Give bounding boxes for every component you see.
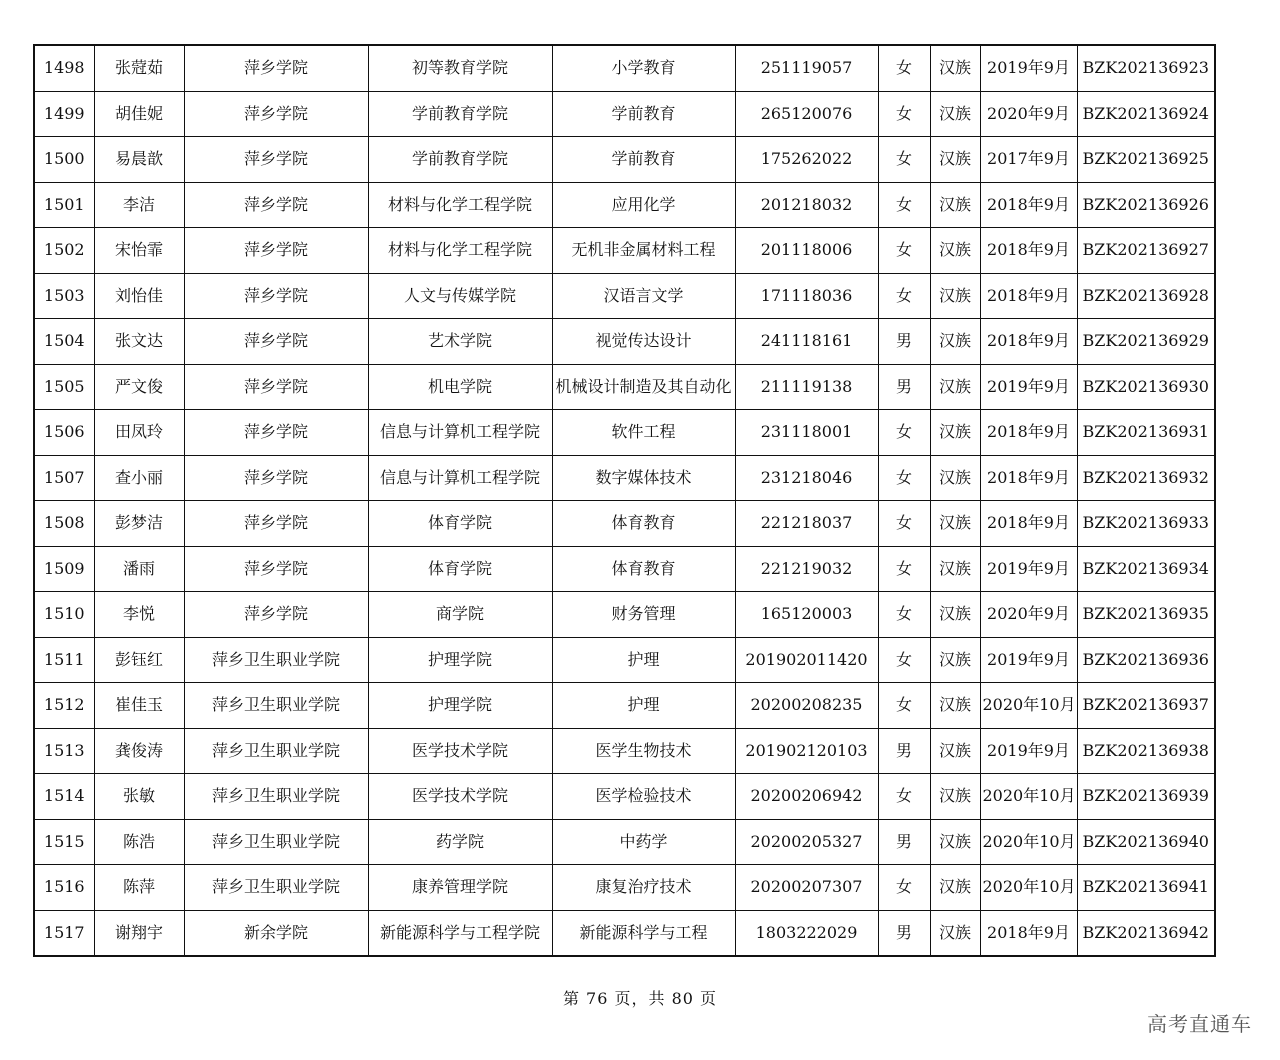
enrollment-date-cell: 2020年10月	[980, 819, 1077, 865]
seq-cell: 1499	[34, 91, 94, 137]
ethnicity-cell: 汉族	[930, 637, 980, 683]
certificate-no-cell: BZK202136923	[1077, 45, 1215, 91]
college-cell: 护理学院	[368, 683, 552, 729]
enrollment-date-cell: 2020年10月	[980, 865, 1077, 911]
table-row	[34, 819, 1215, 865]
name-cell: 宋怡霏	[94, 228, 184, 274]
enrollment-date-cell: 2019年9月	[980, 728, 1077, 774]
page-footer: 第 76 页，共 80 页	[562, 989, 718, 1008]
student-id-cell: 265120076	[735, 91, 878, 137]
seq-cell: 1502	[34, 228, 94, 274]
college-cell: 信息与计算机工程学院	[368, 455, 552, 501]
name-cell: 易晨歆	[94, 137, 184, 183]
seq-cell: 1517	[34, 910, 94, 956]
certificate-no-cell: BZK202136939	[1077, 774, 1215, 820]
gender-cell: 男	[878, 910, 930, 956]
college-cell: 体育学院	[368, 501, 552, 547]
name-cell: 陈萍	[94, 865, 184, 911]
seq-cell: 1511	[34, 637, 94, 683]
ethnicity-cell: 汉族	[930, 455, 980, 501]
ethnicity-cell: 汉族	[930, 137, 980, 183]
enrollment-date-cell: 2020年10月	[980, 774, 1077, 820]
certificate-no-cell: BZK202136924	[1077, 91, 1215, 137]
college-cell: 学前教育学院	[368, 137, 552, 183]
certificate-no-cell: BZK202136928	[1077, 273, 1215, 319]
school-cell: 萍乡学院	[184, 319, 368, 365]
major-cell: 软件工程	[552, 410, 735, 456]
student-id-cell: 171118036	[735, 273, 878, 319]
enrollment-date-cell: 2018年9月	[980, 910, 1077, 956]
certificate-no-cell: BZK202136935	[1077, 592, 1215, 638]
seq-cell: 1507	[34, 455, 94, 501]
school-cell: 萍乡学院	[184, 45, 368, 91]
college-cell: 学前教育学院	[368, 91, 552, 137]
ethnicity-cell: 汉族	[930, 728, 980, 774]
major-cell: 学前教育	[552, 137, 735, 183]
major-cell: 护理	[552, 637, 735, 683]
college-cell: 新能源科学与工程学院	[368, 910, 552, 956]
seq-cell: 1510	[34, 592, 94, 638]
ethnicity-cell: 汉族	[930, 364, 980, 410]
student-id-cell: 20200206942	[735, 774, 878, 820]
major-cell: 机械设计制造及其自动化	[552, 364, 735, 410]
college-cell: 商学院	[368, 592, 552, 638]
student-id-cell: 231218046	[735, 455, 878, 501]
ethnicity-cell: 汉族	[930, 546, 980, 592]
seq-cell: 1503	[34, 273, 94, 319]
table-row	[34, 865, 1215, 911]
gender-cell: 男	[878, 319, 930, 365]
table-row	[34, 592, 1215, 638]
roster-table	[33, 44, 1216, 957]
name-cell: 李洁	[94, 182, 184, 228]
school-cell: 萍乡卫生职业学院	[184, 637, 368, 683]
certificate-no-cell: BZK202136937	[1077, 683, 1215, 729]
seq-cell: 1509	[34, 546, 94, 592]
school-cell: 萍乡卫生职业学院	[184, 819, 368, 865]
college-cell: 信息与计算机工程学院	[368, 410, 552, 456]
major-cell: 小学教育	[552, 45, 735, 91]
seq-cell: 1505	[34, 364, 94, 410]
school-cell: 萍乡学院	[184, 364, 368, 410]
name-cell: 张敏	[94, 774, 184, 820]
certificate-no-cell: BZK202136933	[1077, 501, 1215, 547]
gender-cell: 女	[878, 683, 930, 729]
gender-cell: 女	[878, 546, 930, 592]
table-row	[34, 683, 1215, 729]
enrollment-date-cell: 2018年9月	[980, 273, 1077, 319]
ethnicity-cell: 汉族	[930, 182, 980, 228]
gender-cell: 女	[878, 182, 930, 228]
seq-cell: 1500	[34, 137, 94, 183]
table-row	[34, 319, 1215, 365]
student-id-cell: 201902120103	[735, 728, 878, 774]
enrollment-date-cell: 2020年10月	[980, 683, 1077, 729]
student-id-cell: 165120003	[735, 592, 878, 638]
student-id-cell: 175262022	[735, 137, 878, 183]
name-cell: 彭钰红	[94, 637, 184, 683]
student-id-cell: 201902011420	[735, 637, 878, 683]
table-row	[34, 273, 1215, 319]
major-cell: 护理	[552, 683, 735, 729]
certificate-no-cell: BZK202136941	[1077, 865, 1215, 911]
certificate-no-cell: BZK202136931	[1077, 410, 1215, 456]
table-row	[34, 637, 1215, 683]
seq-cell: 1514	[34, 774, 94, 820]
seq-cell: 1504	[34, 319, 94, 365]
major-cell: 医学检验技术	[552, 774, 735, 820]
major-cell: 新能源科学与工程	[552, 910, 735, 956]
enrollment-date-cell: 2020年9月	[980, 91, 1077, 137]
student-id-cell: 211119138	[735, 364, 878, 410]
ethnicity-cell: 汉族	[930, 228, 980, 274]
table-row	[34, 91, 1215, 137]
table-row	[34, 182, 1215, 228]
student-id-cell: 231118001	[735, 410, 878, 456]
name-cell: 彭梦洁	[94, 501, 184, 547]
ethnicity-cell: 汉族	[930, 592, 980, 638]
gender-cell: 男	[878, 364, 930, 410]
enrollment-date-cell: 2017年9月	[980, 137, 1077, 183]
seq-cell: 1516	[34, 865, 94, 911]
college-cell: 艺术学院	[368, 319, 552, 365]
student-id-cell: 20200207307	[735, 865, 878, 911]
certificate-no-cell: BZK202136927	[1077, 228, 1215, 274]
major-cell: 学前教育	[552, 91, 735, 137]
school-cell: 萍乡卫生职业学院	[184, 728, 368, 774]
college-cell: 护理学院	[368, 637, 552, 683]
table-row	[34, 546, 1215, 592]
major-cell: 医学生物技术	[552, 728, 735, 774]
student-id-cell: 251119057	[735, 45, 878, 91]
seq-cell: 1508	[34, 501, 94, 547]
name-cell: 严文俊	[94, 364, 184, 410]
school-cell: 萍乡学院	[184, 182, 368, 228]
gender-cell: 女	[878, 637, 930, 683]
school-cell: 萍乡学院	[184, 228, 368, 274]
seq-cell: 1506	[34, 410, 94, 456]
student-id-cell: 241118161	[735, 319, 878, 365]
college-cell: 药学院	[368, 819, 552, 865]
ethnicity-cell: 汉族	[930, 410, 980, 456]
certificate-no-cell: BZK202136929	[1077, 319, 1215, 365]
college-cell: 医学技术学院	[368, 774, 552, 820]
college-cell: 初等教育学院	[368, 45, 552, 91]
major-cell: 应用化学	[552, 182, 735, 228]
school-cell: 萍乡学院	[184, 273, 368, 319]
enrollment-date-cell: 2018年9月	[980, 501, 1077, 547]
major-cell: 汉语言文学	[552, 273, 735, 319]
gender-cell: 男	[878, 819, 930, 865]
gender-cell: 女	[878, 228, 930, 274]
name-cell: 龚俊涛	[94, 728, 184, 774]
table-row	[34, 774, 1215, 820]
enrollment-date-cell: 2018年9月	[980, 410, 1077, 456]
gender-cell: 女	[878, 865, 930, 911]
certificate-no-cell: BZK202136940	[1077, 819, 1215, 865]
school-cell: 萍乡学院	[184, 546, 368, 592]
name-cell: 谢翔宇	[94, 910, 184, 956]
school-cell: 萍乡学院	[184, 137, 368, 183]
name-cell: 崔佳玉	[94, 683, 184, 729]
gender-cell: 女	[878, 45, 930, 91]
table-row	[34, 364, 1215, 410]
certificate-no-cell: BZK202136925	[1077, 137, 1215, 183]
school-cell: 新余学院	[184, 910, 368, 956]
school-cell: 萍乡卫生职业学院	[184, 865, 368, 911]
student-id-cell: 201218032	[735, 182, 878, 228]
seq-cell: 1501	[34, 182, 94, 228]
ethnicity-cell: 汉族	[930, 865, 980, 911]
college-cell: 人文与传媒学院	[368, 273, 552, 319]
enrollment-date-cell: 2018年9月	[980, 182, 1077, 228]
student-id-cell: 221218037	[735, 501, 878, 547]
gender-cell: 女	[878, 592, 930, 638]
ethnicity-cell: 汉族	[930, 910, 980, 956]
name-cell: 田凤玲	[94, 410, 184, 456]
enrollment-date-cell: 2019年9月	[980, 364, 1077, 410]
ethnicity-cell: 汉族	[930, 819, 980, 865]
major-cell: 康复治疗技术	[552, 865, 735, 911]
table-row	[34, 728, 1215, 774]
enrollment-date-cell: 2019年9月	[980, 546, 1077, 592]
college-cell: 材料与化学工程学院	[368, 228, 552, 274]
gender-cell: 女	[878, 455, 930, 501]
name-cell: 张蒄茹	[94, 45, 184, 91]
name-cell: 张文达	[94, 319, 184, 365]
student-id-cell: 221219032	[735, 546, 878, 592]
student-id-cell: 20200208235	[735, 683, 878, 729]
student-id-cell: 20200205327	[735, 819, 878, 865]
name-cell: 陈浩	[94, 819, 184, 865]
ethnicity-cell: 汉族	[930, 501, 980, 547]
school-cell: 萍乡学院	[184, 410, 368, 456]
ethnicity-cell: 汉族	[930, 45, 980, 91]
gender-cell: 男	[878, 728, 930, 774]
seq-cell: 1498	[34, 45, 94, 91]
enrollment-date-cell: 2018年9月	[980, 228, 1077, 274]
seq-cell: 1513	[34, 728, 94, 774]
certificate-no-cell: BZK202136926	[1077, 182, 1215, 228]
certificate-no-cell: BZK202136942	[1077, 910, 1215, 956]
enrollment-date-cell: 2018年9月	[980, 319, 1077, 365]
school-cell: 萍乡学院	[184, 455, 368, 501]
enrollment-date-cell: 2020年9月	[980, 592, 1077, 638]
table-row	[34, 45, 1215, 91]
ethnicity-cell: 汉族	[930, 683, 980, 729]
ethnicity-cell: 汉族	[930, 91, 980, 137]
name-cell: 刘怡佳	[94, 273, 184, 319]
major-cell: 无机非金属材料工程	[552, 228, 735, 274]
table-row	[34, 137, 1215, 183]
student-id-cell: 201118006	[735, 228, 878, 274]
name-cell: 查小丽	[94, 455, 184, 501]
gender-cell: 女	[878, 137, 930, 183]
school-cell: 萍乡卫生职业学院	[184, 683, 368, 729]
ethnicity-cell: 汉族	[930, 319, 980, 365]
gender-cell: 女	[878, 91, 930, 137]
gender-cell: 女	[878, 774, 930, 820]
certificate-no-cell: BZK202136934	[1077, 546, 1215, 592]
gender-cell: 女	[878, 501, 930, 547]
table-row	[34, 410, 1215, 456]
table-row	[34, 228, 1215, 274]
watermark-logo: 高考直通车	[1147, 1012, 1252, 1036]
college-cell: 医学技术学院	[368, 728, 552, 774]
roster-body	[34, 45, 1215, 956]
college-cell: 体育学院	[368, 546, 552, 592]
table-row	[34, 910, 1215, 956]
name-cell: 潘雨	[94, 546, 184, 592]
seq-cell: 1515	[34, 819, 94, 865]
name-cell: 胡佳妮	[94, 91, 184, 137]
enrollment-date-cell: 2019年9月	[980, 637, 1077, 683]
ethnicity-cell: 汉族	[930, 774, 980, 820]
gender-cell: 女	[878, 273, 930, 319]
school-cell: 萍乡学院	[184, 91, 368, 137]
certificate-no-cell: BZK202136936	[1077, 637, 1215, 683]
major-cell: 体育教育	[552, 501, 735, 547]
student-id-cell: 1803222029	[735, 910, 878, 956]
major-cell: 体育教育	[552, 546, 735, 592]
enrollment-date-cell: 2019年9月	[980, 45, 1077, 91]
major-cell: 视觉传达设计	[552, 319, 735, 365]
seq-cell: 1512	[34, 683, 94, 729]
enrollment-date-cell: 2018年9月	[980, 455, 1077, 501]
college-cell: 材料与化学工程学院	[368, 182, 552, 228]
major-cell: 财务管理	[552, 592, 735, 638]
school-cell: 萍乡卫生职业学院	[184, 774, 368, 820]
ethnicity-cell: 汉族	[930, 273, 980, 319]
college-cell: 康养管理学院	[368, 865, 552, 911]
certificate-no-cell: BZK202136930	[1077, 364, 1215, 410]
table-row	[34, 501, 1215, 547]
name-cell: 李悦	[94, 592, 184, 638]
major-cell: 中药学	[552, 819, 735, 865]
table-row	[34, 455, 1215, 501]
college-cell: 机电学院	[368, 364, 552, 410]
certificate-no-cell: BZK202136932	[1077, 455, 1215, 501]
gender-cell: 女	[878, 410, 930, 456]
certificate-no-cell: BZK202136938	[1077, 728, 1215, 774]
school-cell: 萍乡学院	[184, 592, 368, 638]
school-cell: 萍乡学院	[184, 501, 368, 547]
major-cell: 数字媒体技术	[552, 455, 735, 501]
